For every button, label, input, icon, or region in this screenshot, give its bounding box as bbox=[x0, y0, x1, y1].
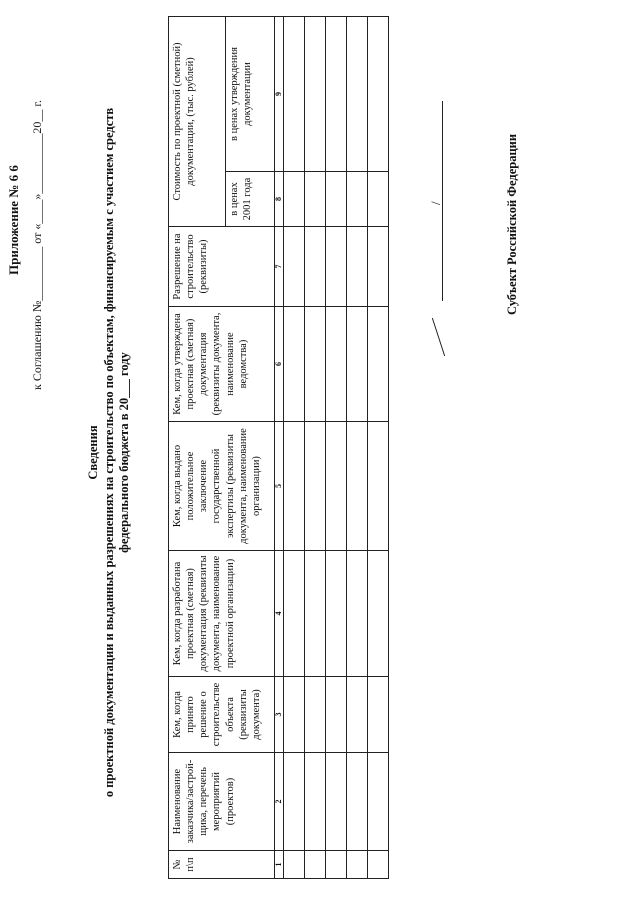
table-row bbox=[326, 16, 347, 878]
table-cell bbox=[347, 422, 368, 551]
table-cell bbox=[305, 16, 326, 171]
table-cell bbox=[305, 677, 326, 753]
table-cell bbox=[347, 227, 368, 307]
table-cell bbox=[347, 753, 368, 851]
column-subheader: в ценах 2001 года bbox=[226, 172, 275, 227]
table-cell bbox=[305, 307, 326, 422]
column-number: 8 bbox=[275, 172, 284, 227]
table-cell bbox=[284, 677, 305, 753]
table-cell bbox=[326, 227, 347, 307]
table-cell bbox=[284, 551, 305, 677]
table-cell bbox=[284, 227, 305, 307]
table-cell bbox=[326, 677, 347, 753]
table-cell bbox=[347, 677, 368, 753]
table-row bbox=[368, 16, 389, 878]
table-cell bbox=[347, 307, 368, 422]
table-row bbox=[284, 16, 305, 878]
column-number: 6 bbox=[275, 307, 284, 422]
table-cell bbox=[326, 753, 347, 851]
document-title bbox=[86, 0, 133, 905]
column-header: Кем, когда выдано положительное заключение государственной экспертизы (реквизиты документа, наименование организации) bbox=[169, 422, 275, 551]
table-cell bbox=[347, 16, 368, 171]
table-cell bbox=[347, 551, 368, 677]
table-cell bbox=[305, 227, 326, 307]
column-number: 4 bbox=[275, 551, 284, 677]
table-cell bbox=[347, 851, 368, 879]
signature-slash: / bbox=[428, 201, 443, 205]
title-line-2: о проектной документации и выданных разрешениях на строительство по объектам, финансируемым с участием средств bbox=[101, 107, 116, 798]
table-header-row bbox=[169, 16, 226, 878]
table-cell bbox=[305, 422, 326, 551]
table-cell bbox=[305, 753, 326, 851]
column-header: Разрешение на строительство (реквизиты) bbox=[169, 227, 275, 307]
table-cell bbox=[305, 551, 326, 677]
column-header: Кем, когда утверждена проектная (сметная) документация (реквизиты документа, наименование ведомства) bbox=[169, 307, 275, 422]
column-subheader: в ценах утверждения документации bbox=[226, 16, 275, 171]
agreement-reference: к Соглашению №_________ от «____»__________20__ г. bbox=[30, 100, 44, 390]
table-cell bbox=[368, 851, 389, 879]
column-number: 9 bbox=[275, 16, 284, 171]
table-cell bbox=[368, 551, 389, 677]
title-line-1: Сведения bbox=[86, 425, 100, 480]
table-row bbox=[347, 16, 368, 878]
permits-table bbox=[168, 16, 389, 879]
column-number-row bbox=[275, 16, 284, 878]
table-cell bbox=[284, 753, 305, 851]
table-cell bbox=[368, 753, 389, 851]
column-number: 2 bbox=[275, 753, 284, 851]
column-header: Кем, когда принято решение о строительстве объекта (реквизиты документа) bbox=[169, 677, 275, 753]
column-header: № п\п bbox=[169, 851, 275, 879]
signature-line-short bbox=[432, 318, 445, 356]
table-cell bbox=[368, 172, 389, 227]
table-cell bbox=[284, 851, 305, 879]
table-cell bbox=[368, 307, 389, 422]
column-header: Кем, когда разработана проектная (сметная) документация (реквизиты документа, наименование проектной организации) bbox=[169, 551, 275, 677]
table-cell bbox=[284, 172, 305, 227]
table-cell bbox=[326, 551, 347, 677]
signature-line bbox=[442, 101, 443, 301]
table-cell bbox=[368, 227, 389, 307]
table-cell bbox=[326, 16, 347, 171]
column-number: 1 bbox=[275, 851, 284, 879]
appendix-label: Приложение № 6 6 bbox=[6, 165, 21, 275]
table-cell bbox=[347, 172, 368, 227]
table-cell bbox=[368, 16, 389, 171]
column-number: 3 bbox=[275, 677, 284, 753]
table-cell bbox=[284, 422, 305, 551]
title-line-3: федерального бюджета в 20___ году bbox=[117, 352, 132, 553]
column-number: 5 bbox=[275, 422, 284, 551]
table-cell bbox=[305, 851, 326, 879]
table-cell bbox=[326, 851, 347, 879]
column-header: Стоимость по проектной (сметной) документации, (тыс. рублей) bbox=[169, 16, 226, 226]
table-cell bbox=[326, 307, 347, 422]
table-cell bbox=[368, 422, 389, 551]
table-cell bbox=[326, 422, 347, 551]
signatory-label: Субъект Российской Федерации bbox=[505, 133, 519, 315]
table-cell bbox=[284, 16, 305, 171]
column-number: 7 bbox=[275, 227, 284, 307]
table-cell bbox=[305, 172, 326, 227]
table-cell bbox=[368, 677, 389, 753]
table-row bbox=[305, 16, 326, 878]
table-cell bbox=[284, 307, 305, 422]
table-cell bbox=[326, 172, 347, 227]
column-header: Наименование заказчика/застрой-щика, перечень мероприятий (проектов) bbox=[169, 753, 275, 851]
